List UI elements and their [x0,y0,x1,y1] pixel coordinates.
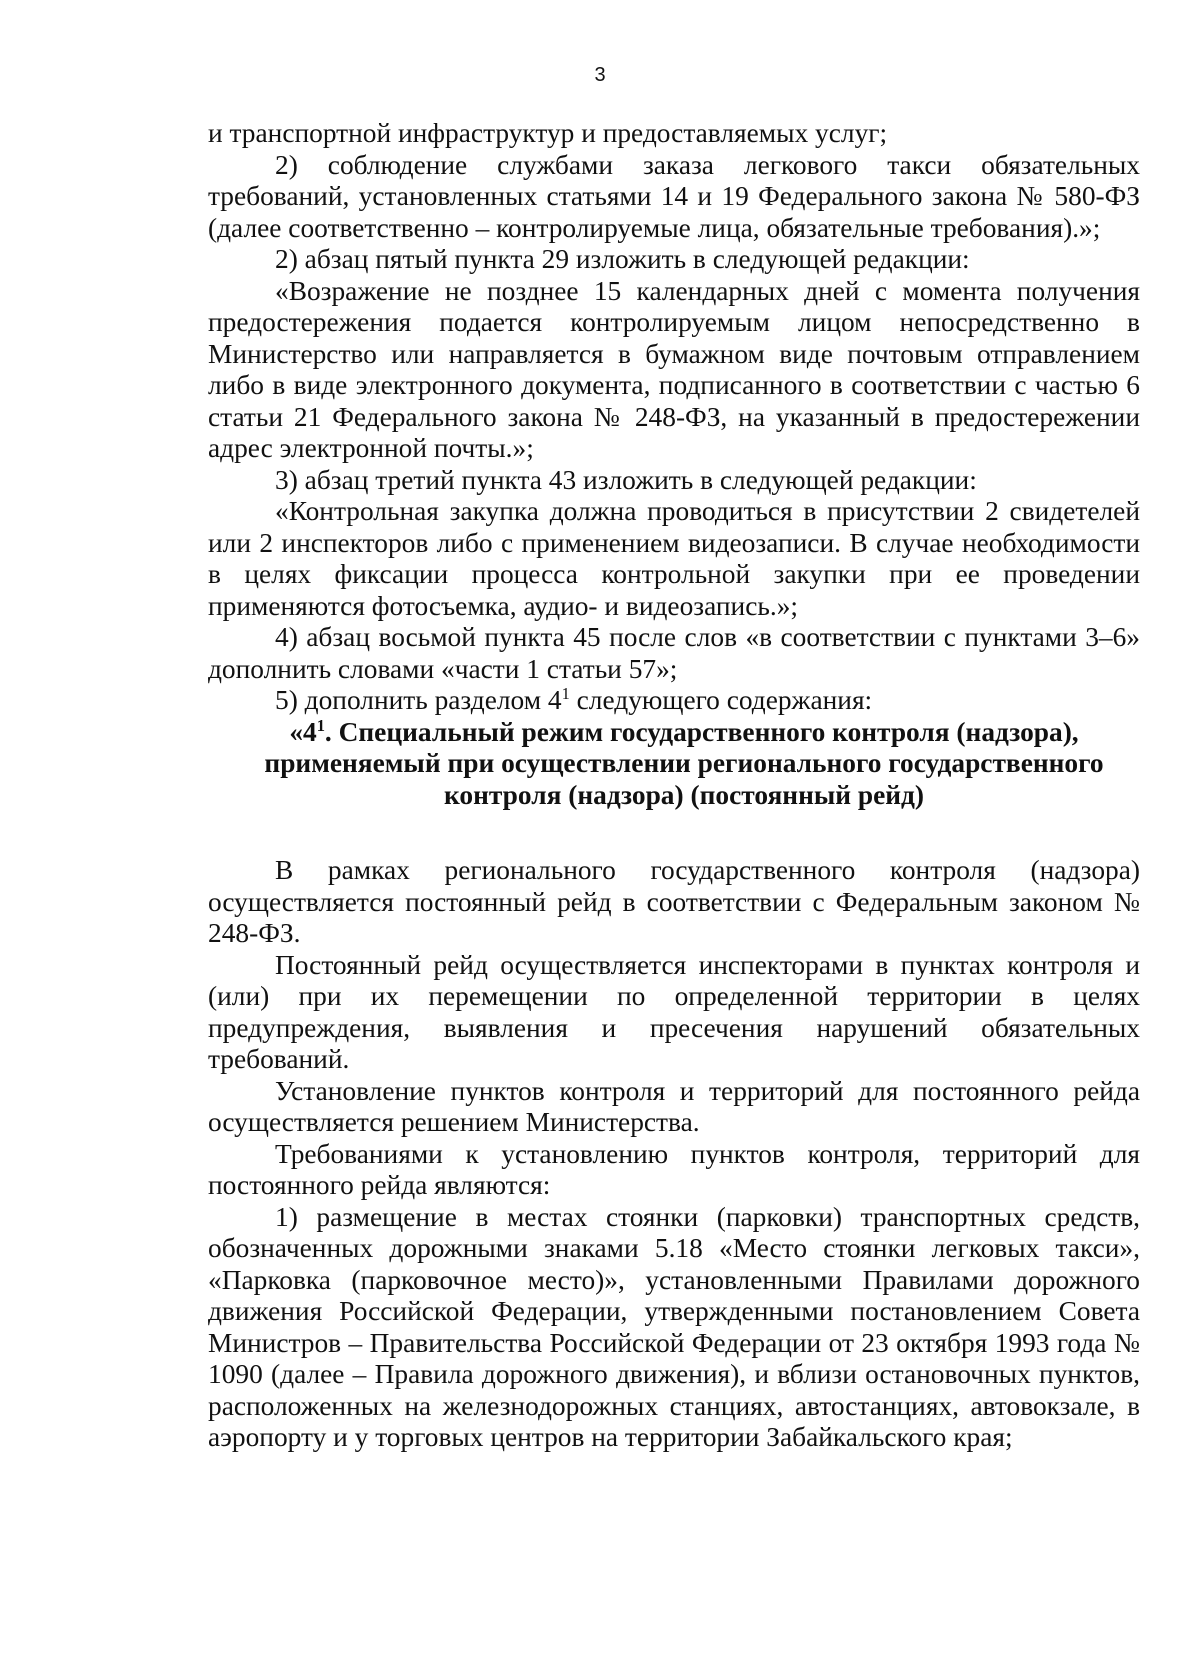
paragraph-amend-clause-45: 4) абзац восьмой пункта 45 после слов «в соответствии с пунктами 3–6» дополнить словами «части 1 статьи 57»; [208,622,1140,684]
paragraph-amend-clause-43: 3) абзац третий пункта 43 изложить в следующей редакции: [275,464,977,495]
document-body [208,118,1140,1454]
paragraph-continuation: и транспортной инфраструктур и предоставляемых услуг; [208,118,888,148]
paragraph-amend-clause-29: 2) абзац пятый пункта 29 изложить в следующей редакции: [275,244,970,274]
item5-prefix: 5) дополнить разделом 4 [275,685,562,715]
paragraph-raid-definition: Постоянный рейд осуществляется инспекторами в пунктах контроля и (или) при их перемещении по определенной территории в целях предупреждения, выявления и пресечения нарушений обязательных требований. [208,949,1140,1074]
item5-superscript: 1 [561,683,570,703]
item5-suffix: следующего содержания: [569,685,873,715]
section-heading-line-3: контроля (надзора) (постоянный рейд) [443,779,925,810]
section-heading-line-1 [228,717,1140,749]
section-heading [208,717,1140,812]
paragraph-control-purchase-text: «Контрольная закупка должна проводиться в присутствии 2 свидетелей или 2 инспекторов либо с применением видеозаписи. В случае необходимости в целях фиксации процесса контрольной закупки при ее проведении применяются фотосъемка, аудио- и видеозапись.»; [208,496,1140,621]
paragraph-objection-text: «Возражение не позднее 15 календарных дней с момента получения предостережения подается контролируемым лицом непосредственно в Министерство или направляется в бумажном виде почтовым отправлением либо в виде электронного документа, подписанного в соответствии с частью 6 статьи 21 Федерального закона № 248-ФЗ, на указанный в предостережении адрес электронной почты.»; [208,275,1140,463]
heading-prefix: «4 [289,716,317,747]
heading-superscript: 1 [316,715,325,735]
paragraph-requirements-intro: Требованиями к установлению пунктов контроля, территорий для постоянного рейда являются: [208,1138,1140,1200]
page-number: 3 [594,64,606,86]
paragraph-section-intro: В рамках регионального государственного контроля (надзора) осуществляется постоянный рейд в соответствии с Федеральным законом № 248-ФЗ. [208,855,1140,948]
paragraph-add-section [208,685,1140,717]
paragraph-control-points: Установление пунктов контроля и территорий для постоянного рейда осуществляется решением Министерства. [208,1075,1140,1137]
section-heading-line-2: применяемый при осуществлении регионального государственного [264,748,1104,778]
section-spacer [208,811,1140,855]
paragraph-item-2-requirements: 2) соблюдение службами заказа легкового такси обязательных требований, установленных статьями 14 и 19 Федерального закона № 580-ФЗ (далее соответственно – контролируемые лица, обязательные требования).»; [208,149,1140,243]
heading-line-1-rest: . Специальный режим государственного контроля (надзора), [324,716,1079,747]
paragraph-requirement-1: 1) размещение в местах стоянки (парковки) транспортных средств, обозначенных дорожными знаками 5.18 «Место стоянки легковых такси», «Парковка (парковочное место)», установленными Правилами дорожного движения Российской Федерации, утвержденными постановлением Совета Министров – Правительства Российской Федерации от 23 октября 1993 года № 1090 (далее – Правила дорожного движения), и вблизи остановочных пунктов, расположенных на железнодорожных станциях, автостанциях, автовокзале, в аэропорту и у торговых центров на территории Забайкальского края; [208,1201,1140,1452]
